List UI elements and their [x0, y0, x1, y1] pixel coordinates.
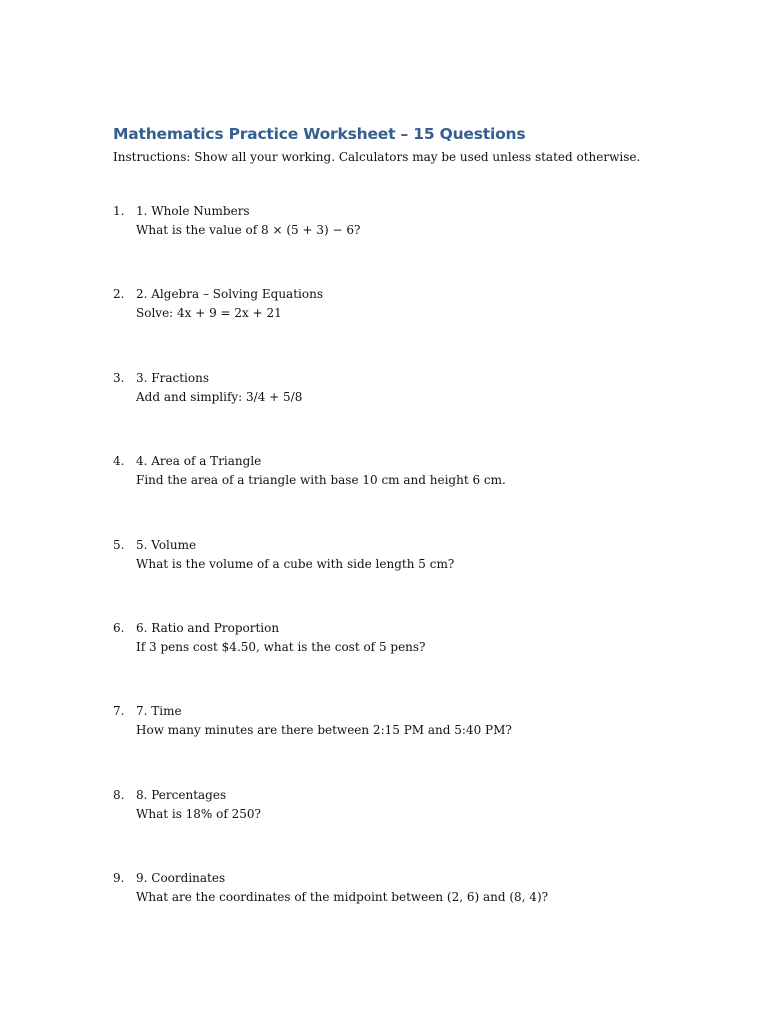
question-body	[136, 869, 548, 907]
question-number: 9.	[113, 871, 125, 886]
question-heading: 9. Coordinates	[136, 871, 226, 886]
question-heading: 7. Time	[136, 704, 182, 719]
question-1	[113, 202, 733, 285]
question-number: 1.	[113, 204, 125, 218]
question-number: 6.	[113, 620, 125, 635]
question-number: 7.	[113, 704, 125, 719]
question-body	[136, 285, 323, 323]
question-text: Add and simplify: 3/4 + 5/8	[136, 389, 303, 404]
question-text: How many minutes are there between 2:15 PM and 5:40 PM?	[136, 723, 512, 738]
question-number: 5.	[113, 537, 125, 552]
question-8	[113, 786, 733, 869]
question-number: 4.	[113, 454, 125, 469]
question-body	[136, 369, 302, 407]
question-9	[113, 869, 733, 952]
question-text: Find the area of a triangle with base 10 cm and height 6 cm.	[136, 473, 506, 488]
question-body	[136, 786, 261, 824]
question-body	[136, 536, 454, 574]
question-heading: 4. Area of a Triangle	[136, 454, 262, 469]
question-body	[136, 702, 512, 740]
question-text: Solve: 4x + 9 = 2x + 21	[136, 306, 282, 321]
question-body	[136, 452, 506, 490]
question-6	[113, 619, 733, 702]
question-number: 2.	[113, 287, 125, 302]
question-text: What is 18% of 250?	[136, 806, 261, 821]
question-2	[113, 285, 733, 368]
question-text: What is the value of 8 × (5 + 3) − 6?	[136, 223, 361, 237]
question-body	[136, 202, 360, 240]
question-heading: 1. Whole Numbers	[136, 204, 250, 218]
question-body	[136, 619, 426, 657]
question-number: 8.	[113, 787, 125, 802]
page-title: Mathematics Practice Worksheet – 15 Questions	[113, 125, 526, 143]
question-text: What is the volume of a cube with side length 5 cm?	[136, 556, 455, 571]
question-5	[113, 536, 733, 619]
question-number: 3.	[113, 370, 125, 385]
question-7	[113, 702, 733, 785]
question-4	[113, 452, 733, 535]
instructions-text: Instructions: Show all your working. Calculators may be used unless stated otherwise.	[113, 150, 641, 164]
question-heading: 6. Ratio and Proportion	[136, 620, 280, 635]
question-heading: 5. Volume	[136, 537, 197, 552]
question-heading: 2. Algebra – Solving Equations	[136, 287, 323, 302]
question-3	[113, 369, 733, 452]
question-heading: 8. Percentages	[136, 787, 227, 802]
question-list	[113, 202, 733, 953]
question-text: What are the coordinates of the midpoint between (2, 6) and (8, 4)?	[136, 890, 549, 905]
question-text: If 3 pens cost $4.50, what is the cost of 5 pens?	[136, 639, 426, 654]
question-heading: 3. Fractions	[136, 370, 209, 385]
